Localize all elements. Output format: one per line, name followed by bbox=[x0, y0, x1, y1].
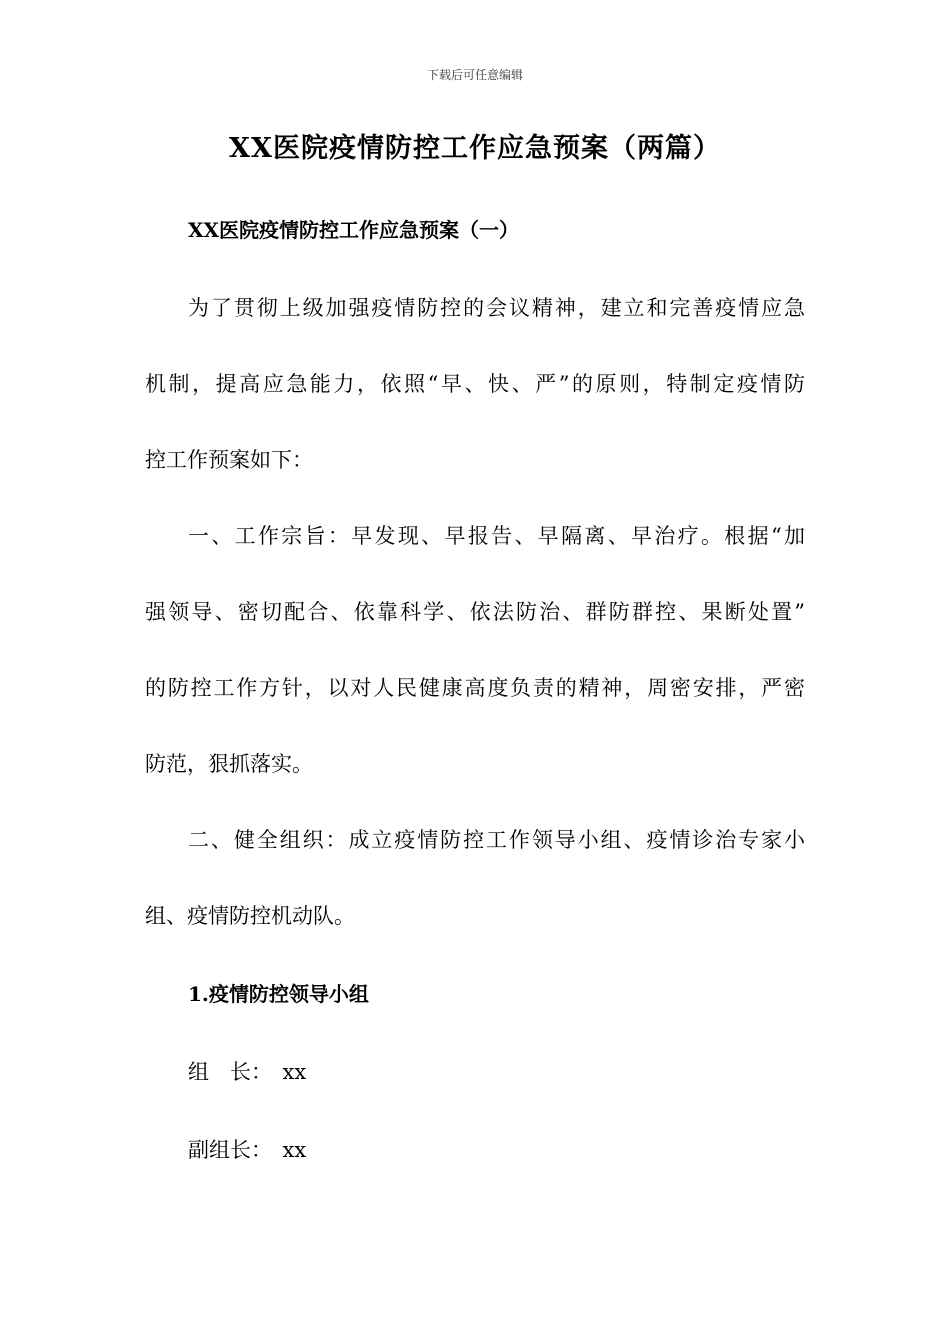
paragraph-line: 的防控工作方针，以对人民健康高度负责的精神，周密安排，严密 bbox=[145, 676, 805, 700]
paragraph-line: 机制，提高应急能力，依照“早、快、严”的原则，特制定疫情防 bbox=[145, 372, 805, 396]
deputy-leader-line: 副组长： xx bbox=[188, 1138, 307, 1162]
paragraph-line: 组、疫情防控机动队。 bbox=[145, 904, 355, 928]
page-header-note: 下载后可任意编辑 bbox=[426, 68, 523, 82]
document-title: XX医院疫情防控工作应急预案（两篇） bbox=[229, 133, 721, 164]
paragraph-line: 防范，狠抓落实。 bbox=[145, 752, 313, 776]
paragraph-line: 为了贯彻上级加强疫情防控的会议精神，建立和完善疫情应急 bbox=[188, 296, 805, 320]
paragraph-line: 一、工作宗旨：早发现、早报告、早隔离、早治疗。根据“加 bbox=[188, 524, 805, 548]
leader-line: 组 长： xx bbox=[188, 1060, 307, 1084]
paragraph-line: 控工作预案如下： bbox=[145, 448, 313, 472]
paragraph-line: 强领导、密切配合、依靠科学、依法防治、群防群控、果断处置” bbox=[145, 600, 805, 624]
part-one-title: XX医院疫情防控工作应急预案（一） bbox=[188, 218, 520, 242]
subsection-title: 1.疫情防控领导小组 bbox=[188, 982, 369, 1006]
paragraph-line: 二、健全组织：成立疫情防控工作领导小组、疫情诊治专家小 bbox=[188, 828, 805, 852]
